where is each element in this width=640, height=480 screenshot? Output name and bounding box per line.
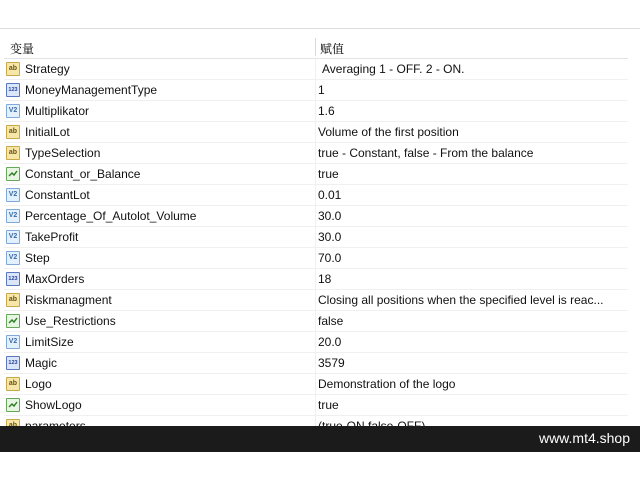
cell-divider bbox=[315, 80, 316, 100]
table-header bbox=[4, 36, 628, 59]
double-type-icon: V2 bbox=[6, 251, 20, 265]
variable-value[interactable]: 3579 bbox=[318, 356, 345, 370]
integer-type-icon: 123 bbox=[6, 356, 20, 370]
table-row[interactable] bbox=[4, 143, 628, 164]
cell-divider bbox=[315, 59, 316, 79]
cell-divider bbox=[315, 206, 316, 226]
variable-value[interactable]: Closing all positions when the specified level is reac... bbox=[318, 293, 604, 307]
column-header-variable[interactable]: 变量 bbox=[10, 42, 35, 56]
cell-divider bbox=[315, 395, 316, 415]
table-row[interactable] bbox=[4, 185, 628, 206]
variable-name: Constant_or_Balance bbox=[25, 167, 141, 181]
watermark-text: www.mt4.shop bbox=[538, 430, 630, 446]
table-row[interactable] bbox=[4, 290, 628, 311]
cell-divider bbox=[315, 248, 316, 268]
cell-divider bbox=[315, 227, 316, 247]
variable-name: Strategy bbox=[25, 62, 70, 76]
double-type-icon: V2 bbox=[6, 209, 20, 223]
watermark-bar bbox=[0, 426, 640, 452]
variable-value[interactable]: false bbox=[318, 314, 344, 328]
variable-name: Use_Restrictions bbox=[25, 314, 116, 328]
variable-value[interactable]: 1.6 bbox=[318, 104, 335, 118]
boolean-type-icon bbox=[6, 398, 20, 412]
cell-divider bbox=[315, 143, 316, 163]
table-row[interactable] bbox=[4, 101, 628, 122]
variable-value[interactable]: Averaging 1 - OFF. 2 - ON. bbox=[322, 62, 465, 76]
cell-divider bbox=[315, 185, 316, 205]
variable-name: ConstantLot bbox=[25, 188, 90, 202]
double-type-icon: V2 bbox=[6, 335, 20, 349]
variable-name: Riskmanagment bbox=[25, 293, 112, 307]
boolean-type-icon bbox=[6, 167, 20, 181]
table-row[interactable] bbox=[4, 374, 628, 395]
table-row[interactable] bbox=[4, 164, 628, 185]
table-row[interactable] bbox=[4, 395, 628, 416]
variable-name: Step bbox=[25, 251, 50, 265]
variable-value[interactable]: 1 bbox=[318, 83, 325, 97]
cell-divider bbox=[315, 290, 316, 310]
string-type-icon: ab bbox=[6, 377, 20, 391]
string-type-icon: ab bbox=[6, 62, 20, 76]
variable-name: MaxOrders bbox=[25, 272, 85, 286]
variable-value[interactable]: Volume of the first position bbox=[318, 125, 459, 139]
variable-name: MoneyManagementType bbox=[25, 83, 158, 97]
variable-value[interactable]: 30.0 bbox=[318, 230, 342, 244]
variable-name: Magic bbox=[25, 356, 58, 370]
integer-type-icon: 123 bbox=[6, 272, 20, 286]
cell-divider bbox=[315, 164, 316, 184]
variable-name: InitialLot bbox=[25, 125, 70, 139]
table-row[interactable] bbox=[4, 206, 628, 227]
variable-value[interactable]: true bbox=[318, 398, 339, 412]
variable-name: Multiplikator bbox=[25, 104, 90, 118]
double-type-icon: V2 bbox=[6, 104, 20, 118]
boolean-type-icon bbox=[6, 314, 20, 328]
variable-value[interactable]: 30.0 bbox=[318, 209, 342, 223]
table-row[interactable] bbox=[4, 269, 628, 290]
variable-name: Percentage_Of_Autolot_Volume bbox=[25, 209, 197, 223]
table-row[interactable] bbox=[4, 227, 628, 248]
column-header-value[interactable]: 赋值 bbox=[320, 42, 345, 56]
parameters-table bbox=[4, 59, 628, 437]
column-divider[interactable] bbox=[315, 38, 316, 56]
cell-divider bbox=[315, 311, 316, 331]
string-type-icon: ab bbox=[6, 125, 20, 139]
variable-value[interactable]: 0.01 bbox=[318, 188, 342, 202]
variable-name: Logo bbox=[25, 377, 52, 391]
table-row[interactable] bbox=[4, 353, 628, 374]
variable-name: TypeSelection bbox=[25, 146, 101, 160]
cell-divider bbox=[315, 269, 316, 289]
variable-value[interactable]: Demonstration of the logo bbox=[318, 377, 456, 391]
table-row[interactable] bbox=[4, 311, 628, 332]
variable-value[interactable]: true - Constant, false - From the balance bbox=[318, 146, 534, 160]
string-type-icon: ab bbox=[6, 293, 20, 307]
integer-type-icon: 123 bbox=[6, 83, 20, 97]
table-row[interactable] bbox=[4, 332, 628, 353]
cell-divider bbox=[315, 101, 316, 121]
cell-divider bbox=[315, 122, 316, 142]
table-row[interactable] bbox=[4, 59, 628, 80]
variable-name: TakeProfit bbox=[25, 230, 79, 244]
double-type-icon: V2 bbox=[6, 230, 20, 244]
table-row[interactable] bbox=[4, 80, 628, 101]
variable-value[interactable]: 20.0 bbox=[318, 335, 342, 349]
cell-divider bbox=[315, 332, 316, 352]
variable-name: ShowLogo bbox=[25, 398, 82, 412]
string-type-icon: ab bbox=[6, 146, 20, 160]
double-type-icon: V2 bbox=[6, 188, 20, 202]
variable-name: LimitSize bbox=[25, 335, 74, 349]
cell-divider bbox=[315, 353, 316, 373]
cell-divider bbox=[315, 374, 316, 394]
variable-value[interactable]: true bbox=[318, 167, 339, 181]
table-row[interactable] bbox=[4, 122, 628, 143]
bottom-strip bbox=[0, 452, 640, 480]
variable-value[interactable]: 18 bbox=[318, 272, 332, 286]
variable-value[interactable]: 70.0 bbox=[318, 251, 342, 265]
table-row[interactable] bbox=[4, 248, 628, 269]
